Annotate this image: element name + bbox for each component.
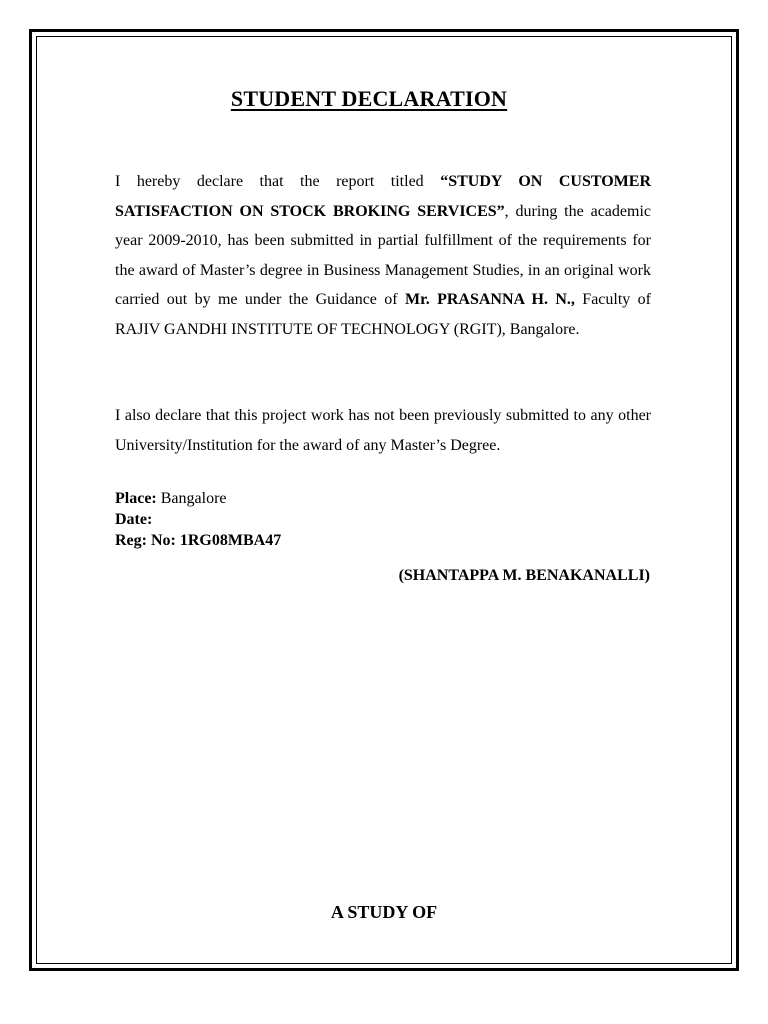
report-title: “STUDY ON CUSTOMER SATISFACTION ON STOCK BROKING SERVICES” [115, 173, 651, 220]
page-title: STUDENT DECLARATION [230, 86, 508, 111]
date-line [115, 510, 152, 531]
declaration-paragraph-2: I also declare that this project work has not been previously submitted to any other University/Institution for the award of any Master’s Degree. [115, 407, 651, 454]
guide-name: Mr. PRASANNA H. N., [404, 291, 575, 308]
date-label: Date: [115, 511, 153, 528]
footer-heading: A STUDY OF [330, 902, 438, 922]
paragraph-middle: , during the academic year 2009-2010, has been submitted in partial fulfillment of the requirements for the award of Master’s degree in Business Management Studies, in an original work carried out by me under the Guidance of [115, 202, 651, 308]
place-value: Bangalore [156, 490, 227, 507]
paragraph-intro: I hereby declare that the report titled [115, 173, 441, 190]
reg-line [115, 531, 281, 552]
place-line [115, 489, 227, 510]
reg-number: Reg: No: 1RG08MBA47 [115, 532, 282, 549]
place-label: Place: [115, 490, 157, 507]
declaration-paragraph [115, 167, 651, 344]
signature-name: (SHANTAPPA M. BENAKANALLI) [398, 567, 650, 584]
paragraph-end: Faculty of RAJIV GANDHI INSTITUTE OF TECHNOLOGY (RGIT), Bangalore. [115, 291, 651, 338]
